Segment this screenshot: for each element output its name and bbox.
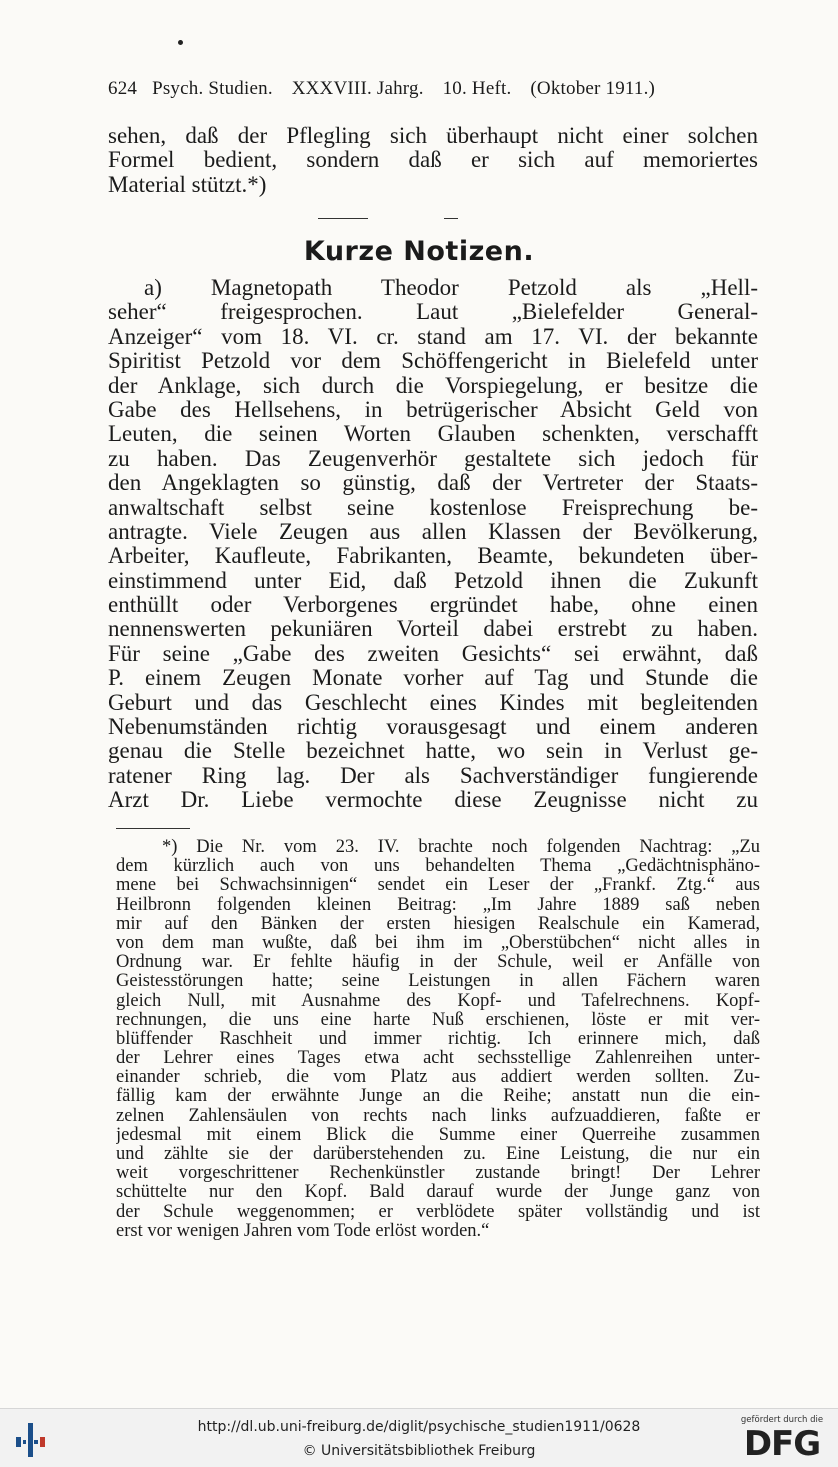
footnote-line: Ordnung war. Er fehlte häufig in der Schule, weil er Anfälle von	[116, 953, 760, 973]
text-line: Geburt und das Geschlecht eines Kindes mit begleitenden	[108, 690, 758, 715]
section-title: Kurze Notizen.	[303, 236, 535, 267]
issue-date: (Oktober 1911.)	[530, 78, 656, 99]
dfg-logo-text: DFG	[743, 1424, 821, 1464]
footnote	[116, 838, 760, 1241]
footnote-line: mir auf den Bänken der ersten hiesigen Realschule ein Kamerad,	[116, 914, 760, 934]
text-line: Leuten, die seinen Worten Glauben schenkten, verschafft	[108, 422, 758, 447]
text-line: Anzeiger“ vom 18. VI. cr. stand am 17. VI. der bekannte	[108, 324, 758, 349]
text-line: ratener Ring lag. Der als Sachverständiger fungierende	[108, 763, 758, 788]
footnote-line: blüffender Raschheit und immer richtig. Ich erinnere mich, daß	[116, 1029, 760, 1049]
text-line: a) Magnetopath Theodor Petzold als „Hell-	[144, 276, 758, 300]
text-line: zu haben. Das Zeugenverhör gestaltete sich jedoch für	[108, 446, 758, 471]
footnote-line: jedesmal mit einem Blick die Summe einer Querreihe zusammen	[116, 1125, 760, 1145]
volume-label: XXXVIII. Jahrg.	[291, 78, 424, 99]
footnote-line: einander schrieb, die vom Platz aus addiert werden sollten. Zu-	[116, 1068, 760, 1088]
sponsor-note: gefördert durch die	[740, 1415, 824, 1425]
issue-label: 10. Heft.	[442, 78, 512, 99]
text-line: einstimmend unter Eid, daß Petzold ihnen die Zukunft	[108, 568, 758, 593]
footnote-line: *) Die Nr. vom 23. IV. brachte noch folgenden Nachtrag: „Zu	[162, 838, 760, 857]
page-number: 624	[108, 78, 138, 99]
footnote-line: mene bei Schwachsinnigen“ sendet ein Leser der „Frankf. Ztg.“ aus	[116, 876, 760, 896]
text-line: antragte. Viele Zeugen aus allen Klassen der Bevölkerung,	[108, 519, 758, 544]
text-line: enthüllt oder Verborgenes ergründet habe, ohne einen	[108, 593, 758, 618]
text-line: Arzt Dr. Liebe vermochte diese Zeugnisse nicht zu	[108, 788, 758, 813]
intro-paragraph	[108, 124, 758, 197]
viewer-footer	[0, 1408, 838, 1467]
text-line: Spiritist Petzold vor dem Schöffengericht in Bielefeld unter	[108, 349, 758, 374]
text-line: Für seine „Gabe des zweiten Gesichts“ sei erwähnt, daß	[108, 641, 758, 666]
footnote-line: fällig kam der erwähnte Junge an die Reihe; anstatt nun die ein-	[116, 1087, 760, 1107]
footnote-line: Geistesstörungen hatte; seine Leistungen in allen Fächern waren	[116, 972, 760, 992]
footnote-line: gleich Null, mit Ausnahme des Kopf- und Tafelrechnens. Kopf-	[116, 991, 760, 1011]
text-line: Nebenumständen richtig vorausgesagt und einem anderen	[108, 715, 758, 740]
text-line: nennenswerten pekuniären Vorteil dabei erstrebt zu haben.	[108, 617, 758, 642]
text-line: der Anklage, sich durch die Vorspiegelung, er besitze die	[108, 373, 758, 398]
footnote-line: und zählte sie der darüberstehenden zu. Eine Leistung, die nur ein	[116, 1145, 760, 1164]
footnote-line: Heilbronn folgenden kleinen Beitrag: „Im Jahre 1889 saß neben	[116, 895, 760, 915]
text-line: sehen, daß der Pflegling sich überhaupt nicht einer solchen	[108, 124, 758, 148]
article-paragraph	[108, 276, 758, 813]
text-line: genau die Stelle bezeichnet hatte, wo sein in Verlust ge-	[108, 739, 758, 764]
separator-rule	[444, 218, 458, 219]
text-line: Formel bedient, sondern daß er sich auf memoriertes	[108, 148, 758, 173]
text-line: anwaltschaft selbst seine kostenlose Freisprechung be-	[108, 495, 758, 520]
footnote-line: der Schule weggenommen; er verblödete später vollständig und ist	[116, 1202, 760, 1222]
footnote-line: der Lehrer eines Tages etwa acht sechsstellige Zahlenreihen unter-	[116, 1049, 760, 1069]
footnote-line: erst vor wenigen Jahren vom Tode erlöst worden.“	[116, 1221, 490, 1241]
footnote-line: zelnen Zahlensäulen von rechts nach links aufzuaddieren, faßte er	[116, 1106, 760, 1126]
footnote-line: schüttelte nur den Kopf. Bald darauf wurde der Junge ganz von	[116, 1183, 760, 1203]
footnote-line: dem kürzlich auch von uns behandelten Thema „Gedächtnisphäno-	[116, 857, 760, 877]
journal-title: Psych. Studien.	[152, 78, 273, 99]
footnote-line: von dem man wußte, daß bei ihm im „Oberstübchen“ nicht alles in	[116, 933, 760, 953]
text-line: Material stützt.*)	[108, 172, 267, 197]
footnote-rule	[116, 828, 190, 829]
text-line: Gabe des Hellsehens, in betrügerischer Absicht Geld von	[108, 397, 758, 422]
text-line: P. einem Zeugen Monate vorher auf Tag und Stunde die	[108, 666, 758, 691]
running-head	[108, 78, 758, 100]
text-line: Arbeiter, Kaufleute, Fabrikanten, Beamte, bekundeten über-	[108, 544, 758, 569]
copyright-notice: © Universitätsbibliothek Freiburg	[302, 1443, 536, 1459]
text-line: seher“ freigesprochen. Laut „Bielefelder General-	[108, 300, 758, 325]
permalink-url[interactable]: http://dl.ub.uni-freiburg.de/diglit/psychische_studien1911/0628	[197, 1419, 641, 1435]
text-line: den Angeklagten so günstig, daß der Vertreter der Staats-	[108, 471, 758, 496]
separator-rule	[318, 218, 368, 219]
dfg-logo	[736, 1415, 828, 1465]
footnote-line: rechnungen, die uns eine harte Nuß erschienen, löste er mit ver-	[116, 1010, 760, 1030]
ink-speck	[178, 40, 183, 45]
footnote-line: weit vorgeschrittener Rechenkünstler zustande bringt! Der Lehrer	[116, 1164, 760, 1184]
